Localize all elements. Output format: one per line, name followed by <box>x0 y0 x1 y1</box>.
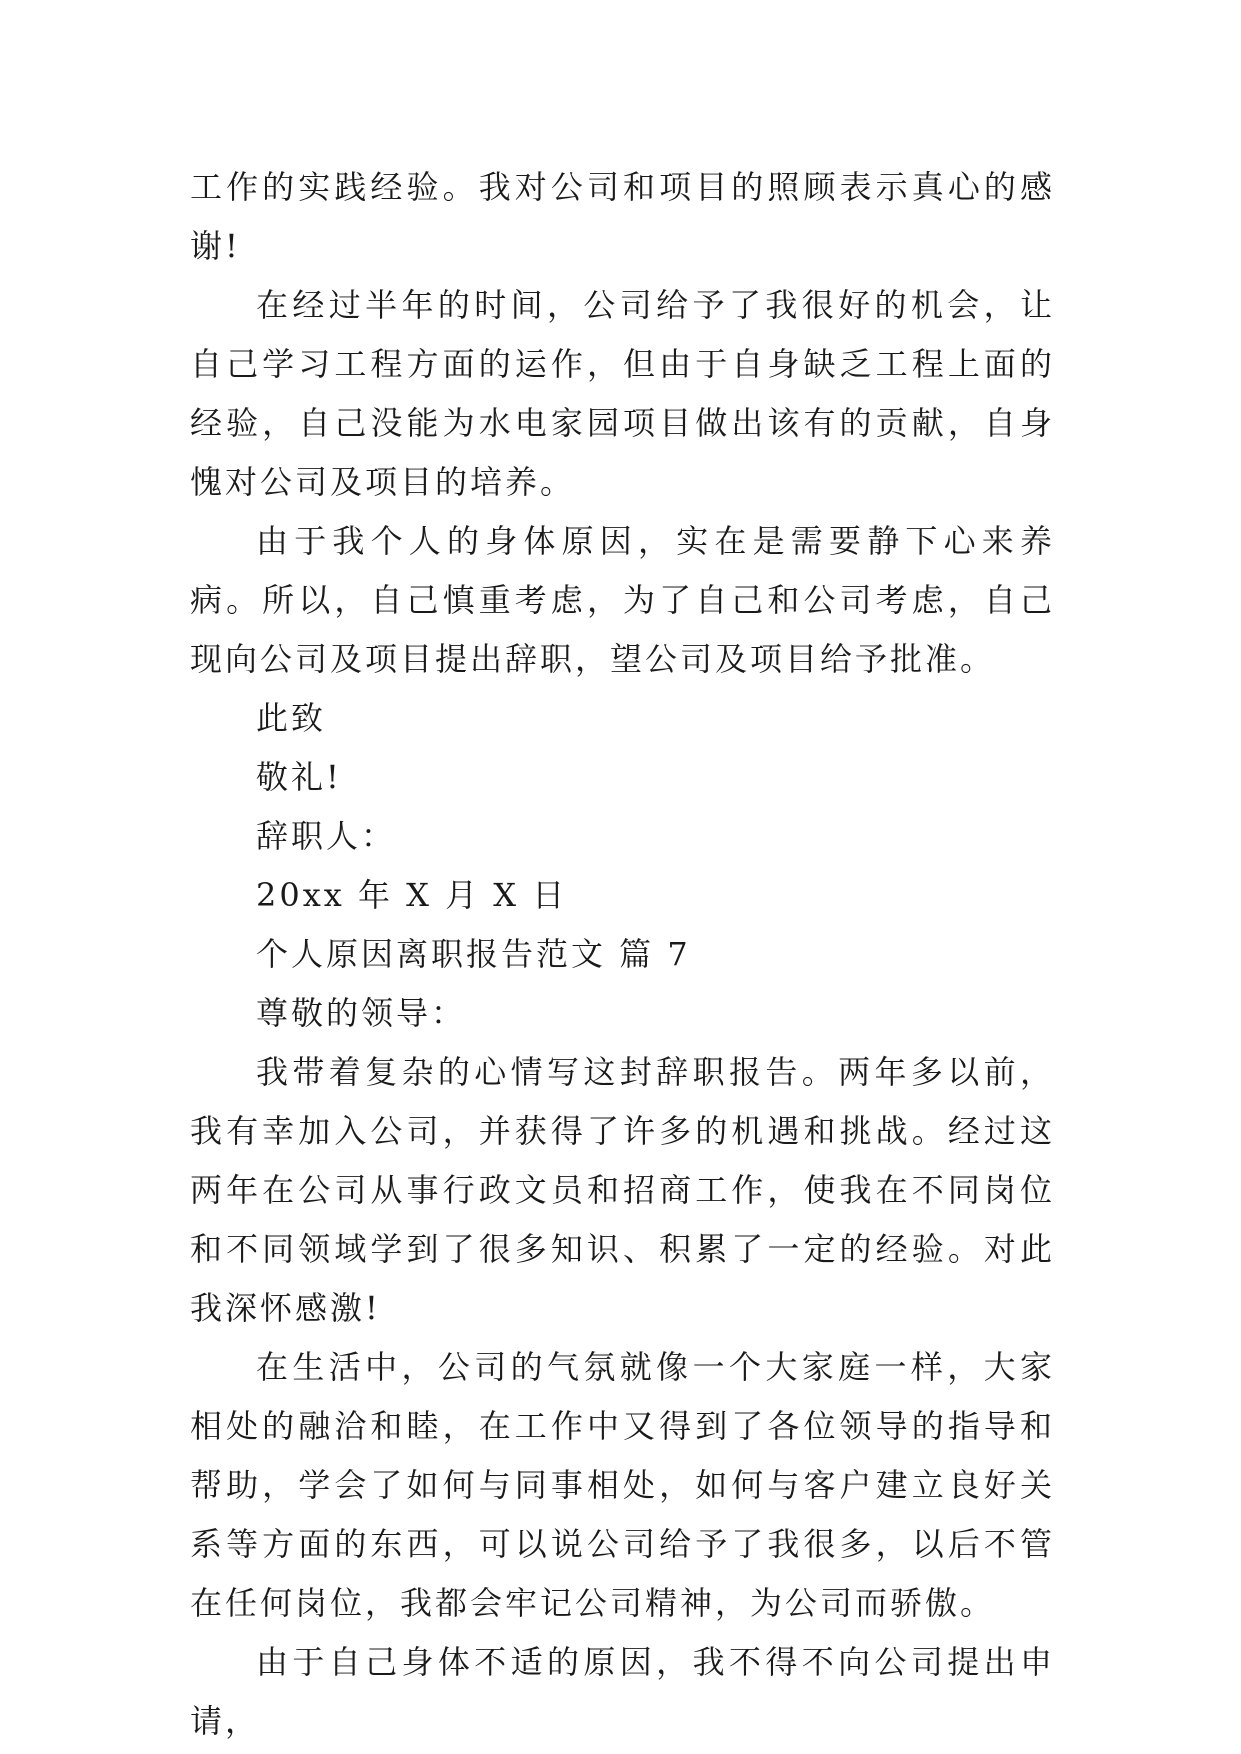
paragraph: 工作的实践经验。我对公司和项目的照顾表示真心的感谢! <box>190 168 1055 265</box>
date-line: 20xx 年 X 月 X 日 <box>256 876 568 914</box>
closing-salutation: 此致 <box>256 699 327 737</box>
greeting: 尊敬的领导： <box>256 994 467 1032</box>
closing-regards: 敬礼! <box>256 758 342 796</box>
paragraph: 由于自己身体不适的原因，我不得不向公司提出申请， <box>190 1643 1055 1740</box>
paragraph: 由于我个人的身体原因，实在是需要静下心来养病。所以，自己慎重考虑，为了自己和公司考虑，自己现向公司及项目提出辞职，望公司及项目给予批准。 <box>190 522 1055 678</box>
paragraph: 我带着复杂的心情写这封辞职报告。两年多以前，我有幸加入公司，并获得了许多的机遇和挑战。经过这两年在公司从事行政文员和招商工作，使我在不同岗位和不同领域学到了很多知识、积累了一定的经验。对此我深怀感激! <box>190 1053 1055 1327</box>
document-body <box>190 158 1055 1751</box>
paragraph: 在生活中，公司的气氛就像一个大家庭一样，大家相处的融洽和睦，在工作中又得到了各位领导的指导和帮助，学会了如何与同事相处，如何与客户建立良好关系等方面的东西，可以说公司给予了我很多，以后不管在任何岗位，我都会牢记公司精神，为公司而骄傲。 <box>190 1348 1055 1622</box>
signature-label: 辞职人： <box>256 817 397 855</box>
section-title: 个人原因离职报告范文 篇 7 <box>256 935 691 973</box>
paragraph: 在经过半年的时间，公司给予了我很好的机会，让自己学习工程方面的运作，但由于自身缺乏工程上面的经验，自己没能为水电家园项目做出该有的贡献，自身愧对公司及项目的培养。 <box>190 286 1055 501</box>
